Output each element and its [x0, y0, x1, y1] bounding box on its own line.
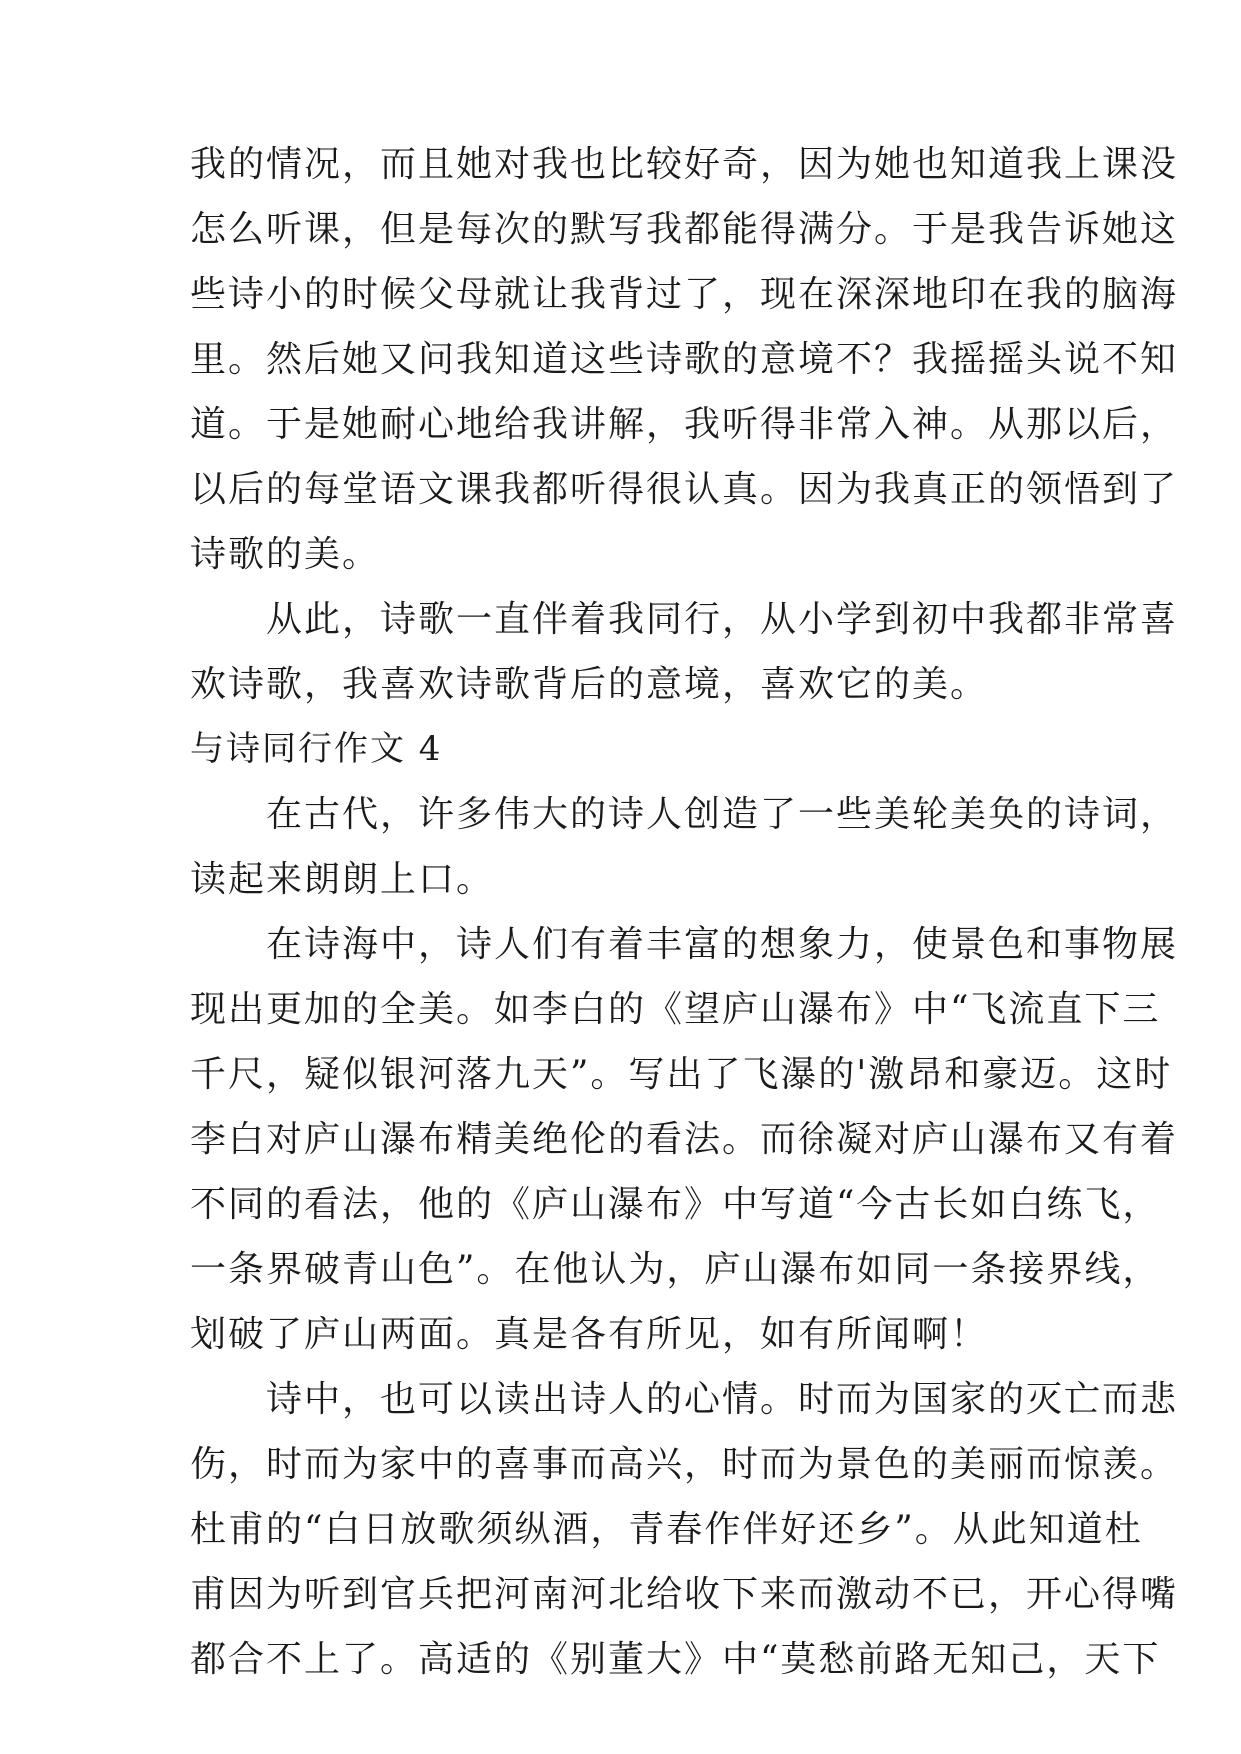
paragraph: [190, 782, 1179, 912]
text-line: 伤，时而为家中的喜事而高兴，时而为景色的美丽而惊羡。: [190, 1444, 1179, 1485]
text-line: 里。然后她又问我知道这些诗歌的意境不？我摇摇头说不知: [190, 339, 1179, 380]
text-line: 不同的看法，他的《庐山瀑布》中写道“今古长如白练飞，: [190, 1184, 1161, 1225]
text-line: 道。于是她耐心地给我讲解，我听得非常入神。从那以后，: [190, 404, 1179, 445]
paragraph: [190, 587, 1179, 717]
paragraph: [190, 912, 1179, 1367]
text-line: 读起来朗朗上口。: [190, 859, 495, 900]
text-line: 千尺，疑似银河落九天”。写出了飞瀑的'激昂和豪迈。这时: [190, 1054, 1173, 1095]
text-line: 欢诗歌，我喜欢诗歌背后的意境，喜欢它的美。: [190, 664, 989, 705]
text-line: 诗中，也可以读出诗人的心情。时而为国家的灭亡而悲: [190, 1379, 1179, 1420]
text-line: 在诗海中，诗人们有着丰富的想象力，使景色和事物展: [190, 924, 1179, 965]
paragraph: [190, 1367, 1179, 1692]
text-line: 划破了庐山两面。真是各有所见，如有所闻啊！: [190, 1314, 989, 1355]
text-line: 诗歌的美。: [190, 534, 381, 575]
document-body: [190, 132, 1179, 1692]
text-line: 怎么听课，但是每次的默写我都能得满分。于是我告诉她这: [190, 209, 1179, 250]
text-line: 我的情况，而且她对我也比较好奇，因为她也知道我上课没: [190, 144, 1179, 185]
text-line: 以后的每堂语文课我都听得很认真。因为我真正的领悟到了: [190, 469, 1179, 510]
text-line: 从此，诗歌一直伴着我同行，从小学到初中我都非常喜: [190, 599, 1179, 640]
text-line: 都合不上了。高适的《别董大》中“莫愁前路无知己，天下: [190, 1639, 1161, 1680]
text-line: 现出更加的全美。如李白的《望庐山瀑布》中“飞流直下三: [190, 989, 1161, 1030]
text-line: 杜甫的“白日放歌须纵酒，青春作伴好还乡”。从此知道杜: [190, 1509, 1143, 1550]
paragraph: [190, 132, 1179, 587]
section-heading: 与诗同行作文 4: [190, 729, 443, 769]
text-line: 甫因为听到官兵把河南河北给收下来而激动不已，开心得嘴: [190, 1574, 1179, 1615]
text-line: 一条界破青山色”。在他认为，庐山瀑布如同一条接界线，: [190, 1249, 1161, 1290]
text-line: 在古代，许多伟大的诗人创造了一些美轮美奂的诗词，: [190, 794, 1179, 835]
text-line: 些诗小的时候父母就让我背过了，现在深深地印在我的脑海: [190, 274, 1179, 315]
text-line: 李白对庐山瀑布精美绝伦的看法。而徐凝对庐山瀑布又有着: [190, 1119, 1179, 1160]
